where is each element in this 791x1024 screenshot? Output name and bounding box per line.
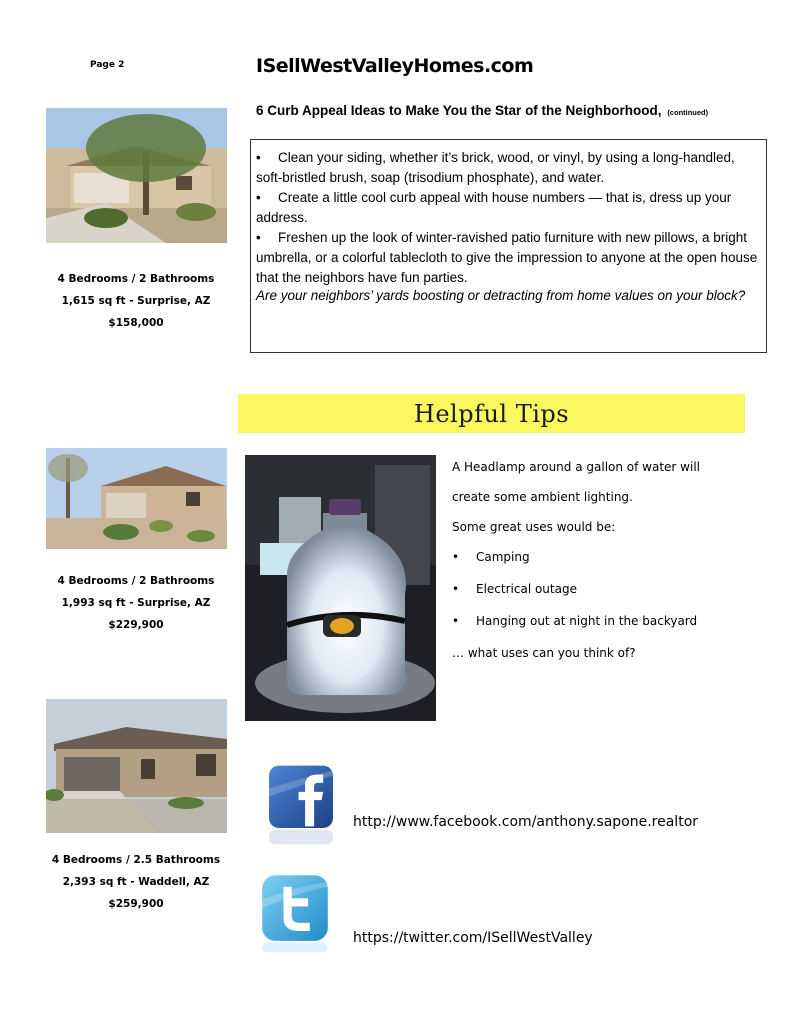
tip-intro-line-1: A Headlamp around a gallon of water will — [452, 460, 700, 474]
helpful-tips-banner — [238, 394, 745, 433]
listing-details-2 — [46, 570, 226, 636]
listing-price: $259,900 — [108, 898, 164, 910]
twitter-link-block[interactable] — [254, 872, 336, 959]
tips-list — [256, 148, 760, 288]
twitter-icon[interactable] — [254, 872, 336, 954]
listing-size-location: 1,615 sq ft - Surprise, AZ — [61, 295, 211, 307]
list-item: • Camping — [452, 545, 772, 577]
list-item: • Electrical outage — [452, 577, 772, 609]
listing-size-location: 1,993 sq ft - Surprise, AZ — [61, 597, 211, 609]
article-headline — [256, 103, 708, 118]
page-number: Page 2 — [90, 60, 125, 70]
continued-label: (continued) — [667, 108, 709, 117]
bullet-icon: • — [256, 190, 261, 205]
house-photo-1 — [46, 108, 227, 243]
helpful-tips-title: Helpful Tips — [413, 399, 570, 428]
curb-appeal-tips-box — [250, 139, 767, 353]
helpful-tips-text — [452, 455, 772, 671]
listing-photo-3 — [46, 699, 227, 833]
list-item: • Clean your siding, whether it’s brick, wood, or vinyl, by using a long-handled, soft-bristled brush, soap (trisodium phosphate), and water. — [256, 150, 735, 185]
site-title: ISellWestValleyHomes.com — [256, 55, 534, 77]
facebook-url-link[interactable]: http://www.facebook.com/anthony.sapone.realtor — [353, 814, 699, 830]
listing-price: $229,900 — [108, 619, 164, 631]
closing-question: Are your neighbors’ yards boosting or detracting from home values on your block? — [256, 288, 746, 303]
bullet-icon: • — [256, 230, 261, 245]
tip-intro-line-2: create some ambient lighting. — [452, 490, 633, 504]
twitter-url-link[interactable]: https://twitter.com/ISellWestValley — [353, 930, 593, 946]
list-item: • Freshen up the look of winter-ravished patio furniture with new pillows, a bright umbrella, or a colorful tablecloth to give the impression to anyone at the open house that the neighbors have fun parties. — [256, 230, 758, 285]
listing-details-1 — [46, 268, 226, 334]
listing-details-3 — [46, 849, 226, 915]
house-photo-2 — [46, 448, 227, 549]
headlamp-jug-image — [245, 455, 436, 721]
bullet-icon: • — [452, 550, 460, 564]
facebook-icon[interactable] — [260, 764, 342, 846]
list-item: • Create a little cool curb appeal with house numbers — that is, dress up your address. — [256, 190, 732, 225]
listing-beds-baths: 4 Bedrooms / 2 Bathrooms — [57, 273, 215, 285]
listing-beds-baths: 4 Bedrooms / 2 Bathrooms — [57, 575, 215, 587]
listing-photo-2 — [46, 448, 227, 549]
headlamp-jug-photo — [245, 455, 436, 721]
headline-text: 6 Curb Appeal Ideas to Make You the Star of the Neighborhood, — [256, 103, 662, 118]
tip-closing: … what uses can you think of? — [452, 646, 636, 660]
listing-beds-baths: 4 Bedrooms / 2.5 Bathrooms — [51, 854, 221, 866]
bullet-icon: • — [452, 582, 460, 596]
listing-price: $158,000 — [108, 317, 164, 329]
listing-photo-1 — [46, 108, 227, 243]
house-photo-3 — [46, 699, 227, 833]
tip-uses-intro: Some great uses would be: — [452, 520, 616, 534]
list-item: • Hanging out at night in the backyard — [452, 609, 772, 641]
bullet-icon: • — [452, 614, 460, 628]
listing-size-location: 2,393 sq ft - Waddell, AZ — [62, 876, 210, 888]
facebook-link-block[interactable] — [260, 764, 342, 851]
bullet-icon: • — [256, 150, 261, 165]
